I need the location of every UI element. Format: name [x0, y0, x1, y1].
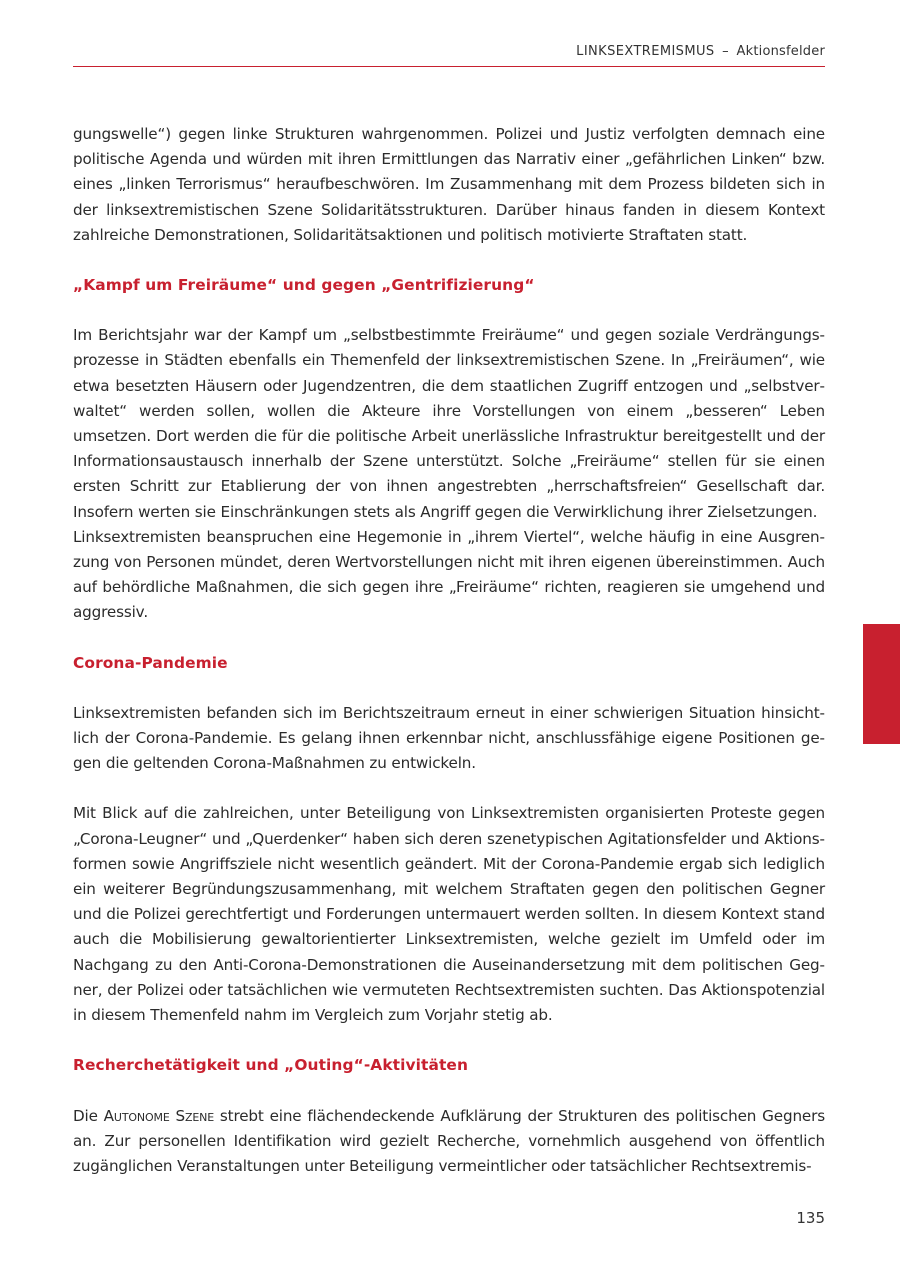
term-autonome-szene: Autonome Szene — [103, 1106, 215, 1125]
header-separator: – — [722, 44, 729, 59]
heading-recherche: Recherchetätigkeit und „Outing“-Aktivitäten — [73, 1056, 468, 1075]
chapter-side-tab — [863, 624, 900, 744]
page-body — [73, 122, 825, 1179]
paragraph-recherche — [73, 1104, 825, 1180]
paragraph-corona-situation: Linksextremisten befanden sich im Berichtszeitraum erneut in einer schwierigen Situation hinsichtlich der Corona-Pandemie. Es gelang ihnen erkennbar nicht, anschlussfähige eigene Positionen gegen die geltenden Corona-Maßnahmen zu entwickeln. — [73, 703, 825, 773]
paragraph-recherche-lead: Die — [73, 1106, 98, 1125]
page-number: 135 — [796, 1209, 825, 1227]
running-header — [73, 44, 825, 67]
paragraph-corona-proteste: Mit Blick auf die zahlreichen, unter Beteiligung von Linksextremisten organisierten Proteste gegen „Corona-Leugner“ und „Querdenker“ haben sich deren szenetypischen Agitationsfelder und Aktionsformen sowie Angriffsziele nicht wesentlich geändert. Mit der Corona-Pandemie ergab sich lediglich ein weiterer Begründungszusammenhang, mit welchem Straftaten gegen den politischen Gegner und die Polizei gerechtfertigt und Forderungen untermauert werden sollten. In diesem Kontext stand auch die Mobilisierung gewaltorientierter Linksextremisten, welche gezielt im Umfeld oder im Nachgang zu den Anti-Corona-Demonstrationen die Auseinandersetzung mit dem politischen Gegner, der Polizei oder tatsächlichen wie vermuteten Rechtsextremisten suchten. Das Aktionspotenzial in diesem Themenfeld nahm im Vergleich zum Vorjahr stetig ab. — [73, 804, 825, 1025]
header-section: LINKSEXTREMISMUS — [576, 44, 715, 59]
paragraph-freiraeume: Im Berichtsjahr war der Kampf um „selbstbestimmte Freiräume“ und gegen soziale Verdrängungsprozesse in Städten ebenfalls ein Themenfeld der linksextremistischen Szene. In „Freiräumen“, wie etwa besetzten Häusern oder Jugendzentren, die dem staatlichen Zugriff entzogen und „selbstverwaltet“ werden sollen, wollen die Akteure ihre Vorstellungen von einem „besseren“ Leben umsetzen. Dort werden die für die politische Arbeit unerlässliche Infrastruktur bereitgestellt und der Informationsaustausch innerhalb der Szene unterstützt. Solche „Freiräume“ stellen für sie einen ersten Schritt zur Etablierung der von ihnen angestrebten „herrschaftsfreien“ Gesellschaft dar. Insofern werten sie Einschränkungen stets als Angriff gegen die Verwirklichung ihrer Zielsetzungen. — [73, 326, 825, 521]
heading-freiraeume: „Kampf um Freiräume“ und gegen „Gentrifizierung“ — [73, 276, 535, 295]
running-header-text — [576, 44, 825, 59]
paragraph-hegemonie: Linksextremisten beanspruchen eine Hegemonie in „ihrem Viertel“, welche häufig in eine Ausgrenzung von Personen mündet, deren Wertvorstellungen nicht mit ihren eigenen übereinstimmen. Auch auf behördliche Maßnahmen, die sich gegen ihre „Freiräume“ richten, reagieren sie umgehend und aggressiv. — [73, 527, 825, 622]
paragraph-continuation: gungswelle“) gegen linke Strukturen wahrgenommen. Polizei und Justiz verfolgten demnach eine politische Agenda und würden mit ihren Ermittlungen das Narrativ einer „gefährlichen Linken“ bzw. eines „linken Terrorismus“ heraufbeschwören. Im Zusammenhang mit dem Prozess bildeten sich in der linksextremistischen Szene Solidaritätsstrukturen. Darüber hinaus fanden in diesem Kontext zahlreiche Demonstrationen, Solidaritätsaktionen und politisch motivierte Straftaten statt. — [73, 125, 825, 244]
header-subsection: Aktionsfelder — [736, 44, 825, 59]
heading-corona: Corona-Pandemie — [73, 653, 228, 672]
paragraph-recherche-rest: strebt eine flächendeckende Aufklärung der Strukturen des politischen Gegners an. Zur personellen Identifikation wird gezielt Recherche, vornehmlich ausgehend von öffentlich zugänglichen Veranstaltungen unter Beteiligung vermeintlicher oder tatsächlicher Rechtsextremis- — [73, 1106, 825, 1175]
